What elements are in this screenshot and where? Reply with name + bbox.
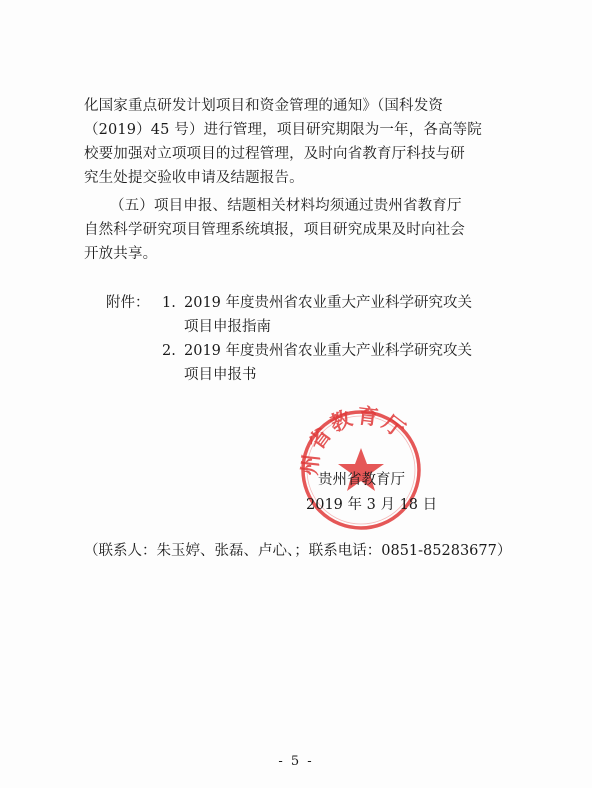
contact-info: （联系人：朱玉婷、张磊、卢心、；联系电话：0851-85283677）: [84, 543, 512, 559]
attachment-title: 2019 年度贵州省农业重大产业科学研究攻关: [184, 343, 473, 359]
attachment-title: 2019 年度贵州省农业重大产业科学研究攻关: [184, 295, 473, 311]
text-line: 自然科学研究项目管理系统填报，项目研究成果及时向社会: [84, 222, 465, 238]
attachment-title-cont: 项目申报书: [184, 367, 257, 383]
text-line: 校要加强对立项项目的过程管理，及时向省教育厅科技与研: [84, 146, 465, 162]
text-line: （2019）45 号）进行管理，项目研究期限为一年，各高等院: [84, 122, 482, 138]
issuing-organization: 贵州省教育厅: [318, 472, 405, 488]
text-line: 究生处提交验收申请及结题报告。: [84, 170, 304, 186]
text-line: 开放共享。: [84, 246, 158, 262]
issue-date: 2019 年 3 月 18 日: [306, 497, 438, 513]
text-line: （五）项目申报、结题相关材料均须通过贵州省教育厅: [110, 198, 462, 214]
text-line: 化国家重点研发计划项目和资金管理的通知》（国科发资: [84, 98, 443, 114]
attachment-number: 2.: [162, 343, 176, 359]
attachment-title-cont: 项目申报指南: [184, 319, 271, 335]
attachment-number: 1.: [162, 295, 176, 311]
page-number: - 5 -: [278, 754, 314, 769]
paragraph-continued: [84, 94, 520, 190]
paragraph-five: [84, 194, 520, 266]
seal-text: 州省教育厅: [296, 404, 413, 477]
attachments-label: 附件：: [106, 295, 150, 311]
